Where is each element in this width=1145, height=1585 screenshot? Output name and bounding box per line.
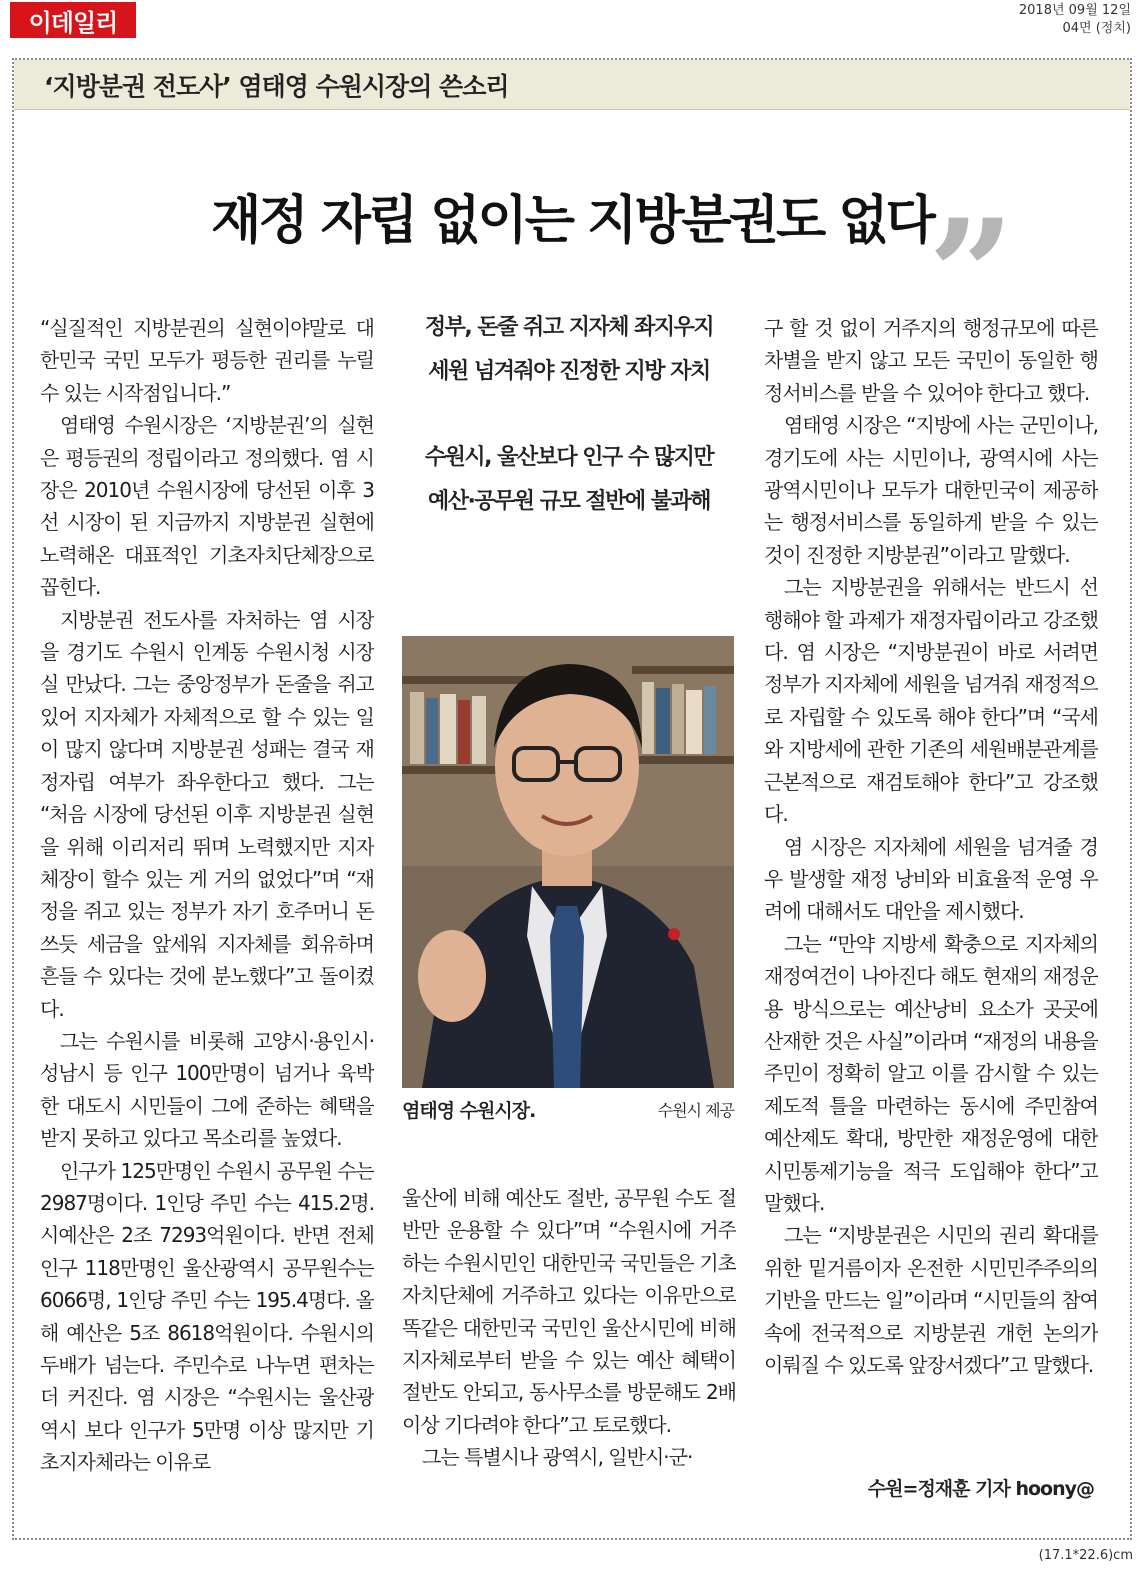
subhead-line: 수원시, 울산보다 인구 수 많지만 [424, 445, 714, 470]
subhead-line: 세원 넘겨줘야 진정한 지방 자치 [428, 359, 710, 384]
photo-credit: 수원시 제공 [657, 1101, 734, 1120]
subhead-line: 예산·공무원 규모 절반에 불과해 [427, 489, 711, 514]
paragraph: 염 시장은 지자체에 세원을 넘겨줄 경우 발생할 재정 낭비와 비효율적 운영 우려에 대해서도 대안을 제시했다. [764, 834, 1098, 924]
issue-date: 2018년 09월 12일 [1018, 3, 1131, 18]
paragraph: 그는 “지방분권은 시민의 권리 확대를 위한 밑거름이자 온전한 시민민주주의의 기반을 만드는 일”이라며 “시민들의 참여 속에 전국적으로 지방분권 개헌 논의가 이뤄질 수 있도록 앞장서겠다”고 말했다. [764, 1223, 1098, 1377]
mayor-photo [402, 636, 734, 1088]
paragraph: 인구가 125만명인 수원시 공무원 수는 2987명이다. 1인당 주민 수는 415.2명. 시예산은 2조 7293억원이다. 반면 전체 인구 118만명인 울산광역시 공무원수는 6066명, 1인당 주민 수는 195.4명다. 올해 예산은 5조 8618억원이다. 수원시의 두배가 넘는다. 주민수로 나누면 편차는 더 커진다. 염 시장은 “수원시는 울산광역시 보다 인구가 5만명 이상 많지만 기초지자체라는 이유로 [40, 1158, 374, 1475]
paragraph: 구 할 것 없이 거주지의 행정규모에 따른 차별을 받지 않고 모든 국민이 동일한 행정서비스를 받을 수 있어야 한다고 했다. [764, 316, 1098, 405]
issue-page-section: 04면 (정치) [1062, 21, 1131, 36]
size-note: (17.1*22.6)cm [1038, 1548, 1133, 1563]
photo-caption: 염태영 수원시장. [402, 1100, 536, 1122]
newspaper-logo: 이데일리 [10, 2, 136, 38]
portrait-illustration [402, 636, 734, 1088]
subhead-1 [402, 306, 736, 394]
paragraph: 지방분권 전도사를 자처하는 염 시장을 경기도 수원시 인계동 수원시청 시장실 만났다. 그는 중앙정부가 돈줄을 쥐고 있어 지자체가 자체적으로 할 수 있는 일이 많지 않다며 지방분권 성패는 결국 재정자립 여부가 좌우한다고 했다. 그는 “처음 시장에 당선된 이후 지방분권 실현을 위해 이리저리 뛰며 노력했지만 지자체장이 할수 있는 게 거의 없었다”며 “재정을 쥐고 있는 정부가 자기 호주머니 돈 쓰듯 세금을 앞세워 지자체를 회유하며 흔들 수 있다는 것에 분노했다”고 돌이켰다. [40, 607, 374, 1021]
paragraph: 그는 특별시나 광역시, 일반시·군· [422, 1445, 693, 1470]
paragraph: “실질적인 지방분권의 실현이야말로 대한민국 국민 모두가 평등한 권리를 누릴 수 있는 시작점입니다.” [40, 316, 374, 405]
section-title: ‘지방분권 전도사’ 염태영 수원시장의 쓴소리 [14, 60, 1130, 110]
subhead-2 [402, 436, 736, 524]
subhead-line: 정부, 돈줄 쥐고 지자체 좌지우지 [424, 315, 714, 340]
article-column-right [764, 312, 1098, 1472]
paragraph: 그는 수원시를 비롯해 고양시·용인시·성남시 등 인구 100만명이 넘거나 육박한 대도시 시민들이 그에 준하는 혜택을 받지 못하고 있다고 목소리를 높였다. [40, 1028, 374, 1151]
byline: 수원=정재훈 기자 hoony@ [867, 1478, 1094, 1500]
issue-meta [1019, 2, 1131, 38]
paragraph: 그는 “만약 지방세 확충으로 지자체의 재정여건이 나아진다 해도 현재의 재정운용 방식으로는 예산낭비 요소가 곳곳에 산재한 것은 사실”이라며 “재정의 내용을 주민이 정확히 알고 이를 감시할 수 있는 제도적 틀을 마련하는 동시에 주민참여 예산제도 확대, 방만한 재정운영에 대한 시민통제기능을 적극 도입해야 한다”고 말했다. [764, 931, 1098, 1215]
quote-mark-icon: ” [928, 187, 1015, 363]
paragraph: 염태영 수원시장은 ‘지방분권’의 실현은 평등권의 정립이라고 정의했다. 염 시장은 2010년 수원시장에 당선된 이후 3선 시장이 된 지금까지 지방분권 실현에 노력해온 대표적인 기초자치단체장으로 꼽힌다. [40, 413, 374, 600]
paragraph: 그는 지방분권을 위해서는 반드시 선행해야 할 과제가 재정자립이라고 강조했다. 염 시장은 “지방분권이 바로 서려면 정부가 지자체에 세원을 넘겨줘 재정적으로 자립할 수 있도록 해야 한다”며 “국세와 지방세에 관한 기존의 세원배분관계를 근본적으로 재검토해야 한다”고 강조했다. [764, 575, 1098, 827]
paragraph: 염태영 시장은 “지방에 사는 군민이나, 경기도에 사는 시민이나, 광역시에 사는 광역시민이나 모두가 대한민국이 제공하는 행정서비스를 동일하게 받을 수 있는 것이 진정한 지방분권”이라고 말했다. [764, 413, 1098, 567]
article-column-left [40, 312, 374, 1512]
headline: 재정 자립 없이는 지방분권도 없다 [211, 190, 933, 251]
article-column-middle [402, 1182, 736, 1512]
paragraph: 울산에 비해 예산도 절반, 공무원 수도 절반만 운용할 수 있다”며 “수원시에 거주하는 수원시민인 대한민국 국민들은 기초자치단체에 거주하고 있다는 이유만으로 똑같은 대한민국 국민인 울산시민에 비해 지자체로부터 받을 수 있는 예산 혜택이 절반도 안되고, 동사무소를 방문해도 2배 이상 기다려야 한다”고 토로했다. [402, 1186, 736, 1437]
